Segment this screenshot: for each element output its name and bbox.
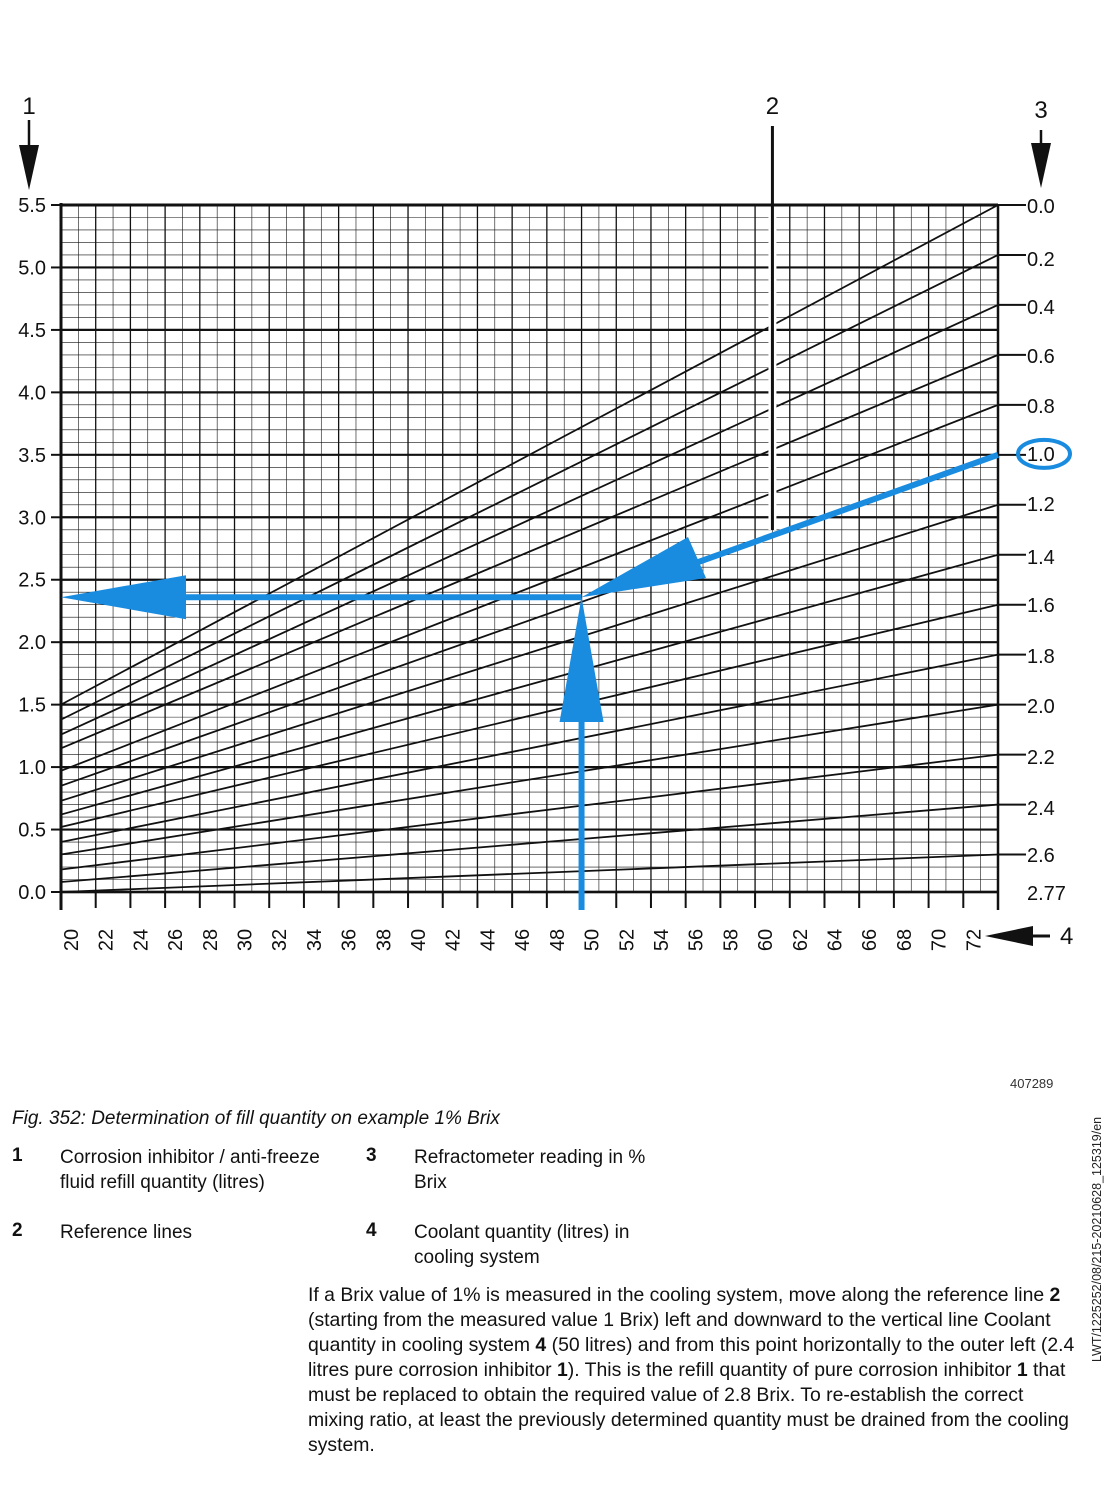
right-tick-label: 2.77 [1027,883,1066,905]
explanation-paragraph [308,1283,1078,1458]
left-tick-label: 5.0 [18,257,46,280]
bottom-tick-label: 56 [685,928,708,952]
left-tick-label: 2.0 [18,632,46,655]
para-bold-ref-4: 4 [535,1334,547,1356]
right-tick-label: 2.6 [1027,845,1055,867]
bottom-tick-label: 58 [720,928,743,952]
right-tick-label: 0.2 [1027,249,1055,271]
legend-text-2: Reference lines [60,1222,193,1243]
callout-1-arrow-head [19,145,39,190]
bottom-tick-label: 50 [581,928,604,952]
left-tick-label: 2.5 [18,569,46,592]
bottom-tick-label: 38 [373,928,396,952]
bottom-tick-label: 52 [616,928,639,952]
legend-num-4: 4 [366,1220,377,1241]
right-tick-label: 1.8 [1027,646,1055,668]
legend-num-1: 1 [12,1145,23,1166]
callout-3-arrow-head [1031,143,1051,188]
bottom-tick-label: 30 [234,928,257,952]
legend-text-4: Coolant quantity (litres) in cooling system [414,1222,630,1268]
right-tick-label: 2.4 [1027,798,1055,820]
left-tick-label: 3.5 [18,444,46,467]
legend-text-3: Refractometer reading in % Brix [414,1147,646,1193]
bottom-tick-label: 68 [893,928,916,952]
bottom-tick-label: 34 [303,928,326,952]
bottom-tick-label: 28 [199,928,222,952]
left-tick-label: 0.5 [18,819,46,842]
bottom-tick-label: 32 [269,928,292,952]
bottom-tick-label: 20 [61,928,83,952]
para-bold-ref-1: 1 [556,1359,568,1381]
para-bold-ref-2: 2 [1049,1284,1061,1306]
para-text-2: (starting from the measured value 1 Brix) left and downward to the vertical line Coolant quantity in cooling system [308,1309,1051,1356]
para-text-3: (50 litres) and from this point horizontally to the outer left (2.4 litres pure corrosion inhibitor [308,1334,1075,1381]
bottom-tick-label: 42 [442,928,465,952]
right-tick-label: 1.2 [1027,494,1055,516]
right-tick-label: 2.2 [1027,747,1055,769]
bottom-tick-label: 48 [546,928,569,952]
callout-2-label: 2 [765,93,780,120]
bottom-tick-label: 64 [824,928,847,952]
left-tick-label: 0.0 [18,882,46,904]
bottom-tick-label: 22 [95,928,118,952]
callout-4-arrow-head [985,926,1033,946]
right-tick-label: 0.8 [1027,396,1055,418]
callout-4-label: 4 [1060,923,1074,950]
bottom-tick-label: 72 [963,928,986,952]
bottom-tick-label: 46 [512,928,535,952]
left-tick-label: 3.0 [18,507,46,530]
left-tick-label: 1.5 [18,694,46,717]
vertical-arrow-head [560,597,604,722]
right-tick-label: 0.4 [1027,297,1055,319]
bottom-tick-label: 40 [408,928,431,952]
right-tick-label: 1.4 [1027,547,1055,569]
figure-id: 407289 [1010,1076,1054,1091]
bottom-tick-label: 62 [789,928,812,952]
tick-labels [18,195,1066,951]
callouts [19,93,1073,950]
para-text-5: that must be replaced to obtain the required value of 2.8 Brix. To re-establish the correct mixing ratio, at least the previously determined quantity must be drained from the cooling system. [308,1359,1069,1456]
legend-text-1: Corrosion inhibitor / anti-freeze fluid refill quantity (litres) [60,1147,320,1193]
bottom-tick-label: 60 [755,928,778,952]
callout-3-label: 3 [1034,97,1048,124]
callout-1-label: 1 [22,93,36,120]
bottom-tick-label: 54 [650,928,673,952]
legend-num-3: 3 [366,1145,377,1166]
bottom-tick-label: 36 [338,928,361,952]
bottom-tick-label: 70 [928,928,951,952]
left-tick-label: 1.0 [18,757,46,780]
right-tick-label: 0.0 [1027,196,1055,218]
para-bold-ref-1b: 1 [1016,1359,1028,1381]
axes [51,203,1026,910]
left-tick-label: 5.5 [18,195,46,217]
bottom-tick-label: 26 [165,928,188,952]
figure-caption: Fig. 352: Determination of fill quantity on example 1% Brix [12,1108,500,1129]
left-tick-label: 4.0 [18,382,46,405]
horizontal-arrow-head [61,575,186,619]
diagonal-path [690,455,998,565]
para-text-1: If a Brix value of 1% is measured in the cooling system, move along the reference line [308,1284,1050,1306]
bottom-tick-label: 66 [859,928,882,952]
right-tick-label: 2.0 [1027,696,1055,718]
bottom-tick-label: 24 [130,928,153,952]
legend-num-2: 2 [12,1220,23,1241]
left-tick-label: 4.5 [18,319,46,342]
para-text-4: ). This is the refill quantity of pure corrosion inhibitor [567,1359,1017,1381]
right-tick-label: 0.6 [1027,346,1055,368]
document-id-text: LWT/1225252/08/215-20210628_125319/en [1090,1116,1104,1362]
bottom-tick-label: 44 [477,928,500,952]
right-tick-label: 1.6 [1027,595,1055,617]
right-tick-label: 1.0 [1027,444,1055,466]
